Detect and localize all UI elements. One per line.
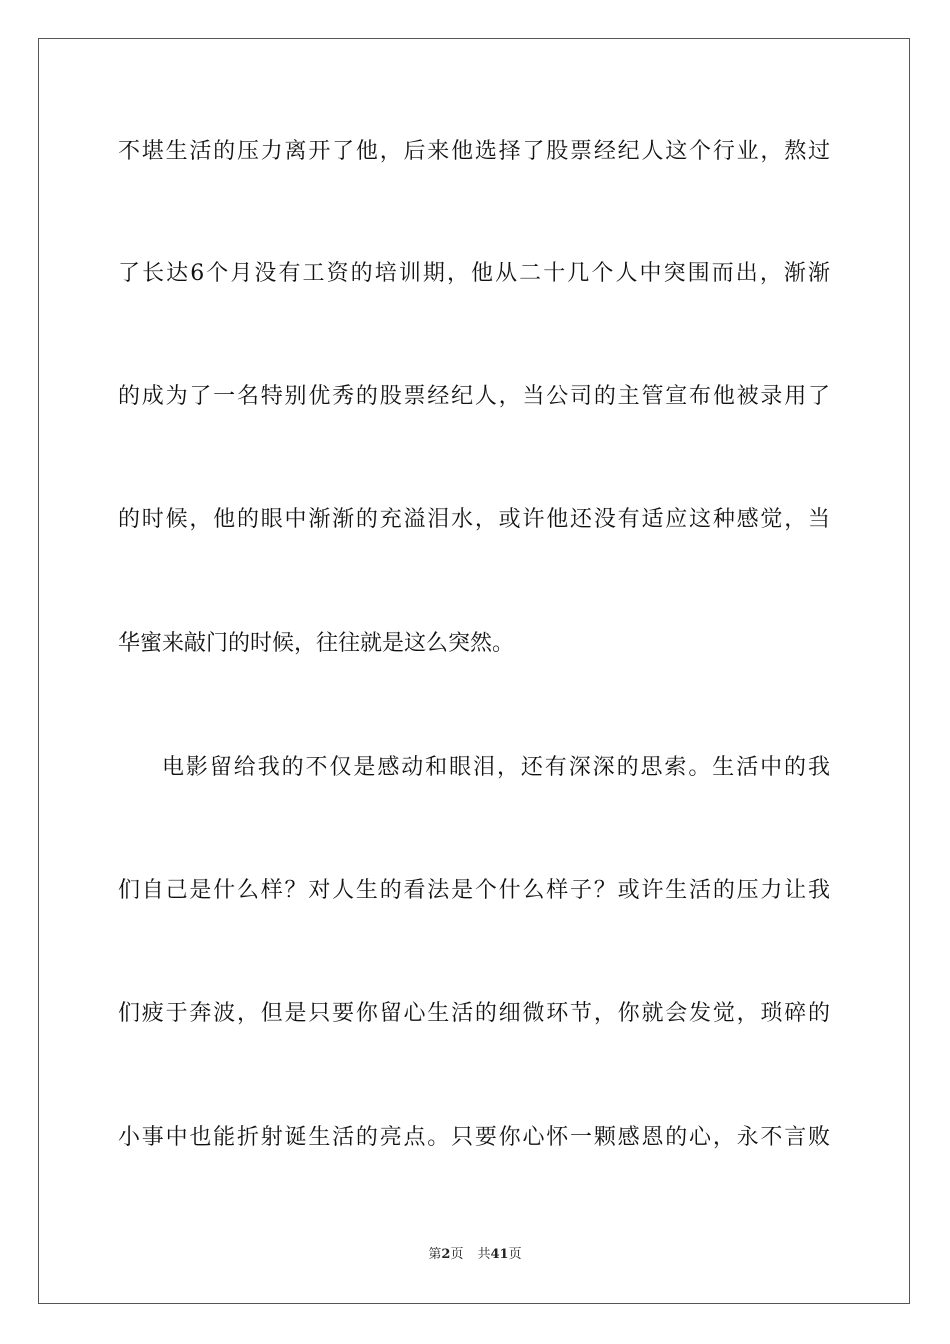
text-line: 华蜜来敲门的时候，往往就是这么突然。: [118, 631, 515, 656]
page-border: [38, 38, 910, 1304]
text-line: 了长达6个月没有工资的培训期，他从二十几个人中突围而出，渐渐: [118, 261, 830, 286]
text-line: 们自己是什么样？对人生的看法是个什么样子？或许生活的压力让我: [118, 878, 830, 903]
total-prefix: 共: [477, 1247, 491, 1262]
page-prefix: 第: [428, 1247, 442, 1262]
text-line: 的时候，他的眼中渐渐的充溢泪水，或许他还没有适应这种感觉，当: [118, 507, 830, 532]
total-suffix: 页: [508, 1247, 522, 1262]
page-number: 2: [441, 1247, 451, 1262]
total-pages: 41: [490, 1247, 509, 1262]
page-footer: [0, 1246, 950, 1264]
text-line-paragraph-start: 电影留给我的不仅是感动和眼泪，还有深深的思索。生活中的我: [162, 755, 830, 780]
text-line: 的成为了一名特别优秀的股票经纪人，当公司的主管宣布他被录用了: [118, 384, 830, 409]
text-line: 们疲于奔波，但是只要你留心生活的细微环节，你就会发觉，琐碎的: [118, 1001, 830, 1026]
text-line: 不堪生活的压力离开了他，后来他选择了股票经纪人这个行业，熬过: [118, 139, 830, 164]
page-suffix: 页: [450, 1247, 464, 1262]
text-line: 小事中也能折射诞生活的亮点。只要你心怀一颗感恩的心，永不言败: [118, 1125, 830, 1150]
